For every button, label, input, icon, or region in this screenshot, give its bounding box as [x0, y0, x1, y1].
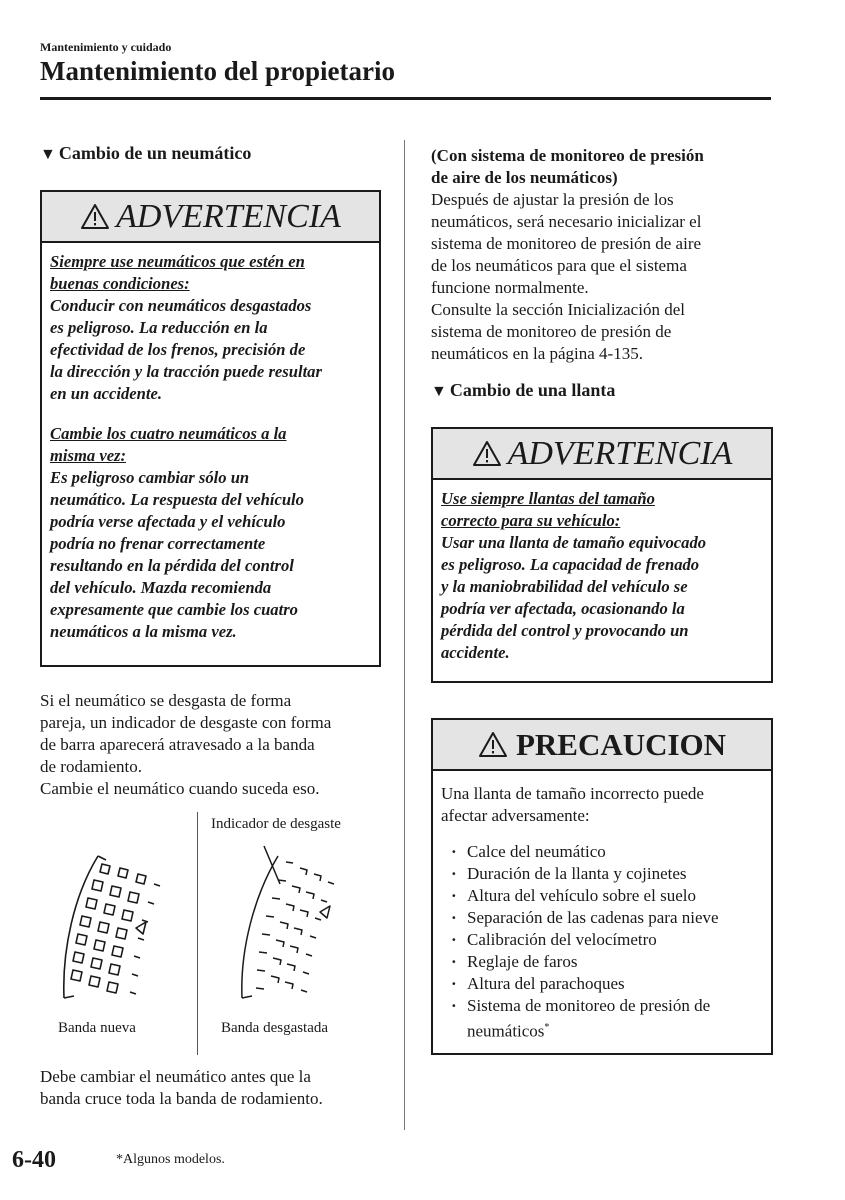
- header-divider: [40, 97, 771, 100]
- text-line: Debe cambiar el neumático antes que la: [40, 1067, 311, 1086]
- warning-triangle-icon: [80, 203, 110, 230]
- warning-text-line: neumático. La respuesta del vehículo: [50, 490, 304, 509]
- list-item: · Calce del neumático: [441, 841, 761, 863]
- warning-title: ADVERTENCIA: [507, 434, 733, 472]
- warning-text-line: Conducir con neumáticos desgastados: [50, 296, 312, 315]
- triangle-bullet-icon: ▼: [40, 146, 56, 163]
- warning-title: ADVERTENCIA: [116, 197, 341, 235]
- tpms-heading-line: (Con sistema de monitoreo de presión: [431, 146, 704, 165]
- list-item: · Calibración del velocímetro: [441, 929, 761, 951]
- caution-box: [431, 718, 773, 1055]
- text-line: neumáticos, será necesario inicializar el: [431, 212, 702, 231]
- warning-text-line: podría ver afectada, ocasionando la: [441, 599, 685, 618]
- text-line: Consulte la sección Inicialización del: [431, 300, 685, 319]
- warning-subhead-line: misma vez:: [50, 446, 127, 465]
- text-line: pareja, un indicador de desgaste con forma: [40, 713, 332, 732]
- text-line: de rodamiento.: [40, 757, 142, 776]
- warning-text-line: efectividad de los frenos, precisión de: [50, 340, 306, 359]
- warning-text-line: expresamente que cambie los cuatro: [50, 600, 298, 619]
- text-line: de los neumáticos para que el sistema: [431, 256, 687, 275]
- new-tread-label: Banda nueva: [58, 1020, 136, 1036]
- list-item-line: neumáticos: [467, 1021, 545, 1041]
- caution-body: [433, 771, 771, 1053]
- text-line: neumáticos en la página 4-135.: [431, 344, 643, 363]
- warning-text-line: neumáticos a la misma vez.: [50, 622, 237, 641]
- page-number: 6-40: [12, 1147, 56, 1173]
- warning-text-line: del vehículo. Mazda recomienda: [50, 578, 272, 597]
- caution-list: [441, 841, 761, 1043]
- running-header-section: Mantenimiento y cuidado: [40, 40, 172, 54]
- warning-subhead-line: Use siempre llantas del tamaño: [441, 489, 655, 508]
- warning-text-line: es peligroso. La capacidad de frenado: [441, 555, 700, 574]
- text-line: Después de ajustar la presión de los: [431, 190, 674, 209]
- text-line: Cambie el neumático cuando suceda eso.: [40, 779, 320, 798]
- wear-indicator-label: Indicador de desgaste: [211, 816, 341, 832]
- list-item: · Duración de la llanta y cojinetes: [441, 863, 761, 885]
- warning-text-line: podría no frenar correctamente: [50, 534, 266, 553]
- section-heading-wheel-change: ▼ Cambio de una llanta: [431, 380, 616, 400]
- figure-divider: [197, 812, 198, 1055]
- tpms-section: [431, 145, 776, 365]
- warning-subhead-line: Siempre use neumáticos que estén en: [50, 252, 305, 271]
- column-divider: [404, 140, 405, 1130]
- caution-intro-line: afectar adversamente:: [441, 806, 590, 825]
- warning-triangle-icon: [478, 731, 508, 758]
- warning-text-line: en un accidente.: [50, 384, 162, 403]
- list-item: · Altura del parachoques: [441, 973, 761, 995]
- text-line: Si el neumático se desgasta de forma: [40, 691, 292, 710]
- triangle-bullet-icon: ▼: [431, 383, 447, 400]
- warning-text-line: Usar una llanta de tamaño equivocado: [441, 533, 707, 552]
- caution-title: PRECAUCION: [515, 726, 727, 762]
- text-line: de barra aparecerá atravesado a la banda: [40, 735, 315, 754]
- warning-box-tires: [40, 190, 381, 667]
- warning-text-line: Es peligroso cambiar sólo un: [50, 468, 250, 487]
- warning-text-line: podría verse afectada y el vehículo: [50, 512, 286, 531]
- caution-banner: [433, 720, 771, 771]
- replace-tire-paragraph: [40, 1066, 395, 1110]
- list-item: [441, 995, 761, 1043]
- worn-tread-illustration: [228, 838, 358, 1010]
- warning-text-line: resultando en la pérdida del control: [50, 556, 294, 575]
- warning-banner: [42, 192, 379, 243]
- list-item: · Separación de las cadenas para nieve: [441, 907, 761, 929]
- page-title: Mantenimiento del propietario: [40, 56, 395, 86]
- list-item: · Altura del vehículo sobre el suelo: [441, 885, 761, 907]
- warning-text-line: pérdida del control y provocando un: [441, 621, 689, 640]
- footnote: *Algunos modelos.: [116, 1152, 225, 1167]
- warning-triangle-icon: [472, 440, 502, 467]
- list-item-line: · Sistema de monitoreo de presión de: [467, 996, 711, 1015]
- warning-subhead-line: correcto para su vehículo:: [441, 511, 621, 530]
- warning-box-wheels: [431, 427, 773, 683]
- warning-text-line: y la maniobrabilidad del vehículo se: [441, 577, 688, 596]
- caution-intro-line: Una llanta de tamaño incorrecto puede: [441, 784, 704, 803]
- footnote-marker: *: [544, 1022, 550, 1033]
- wear-indicator-paragraph: [40, 690, 395, 800]
- warning-body: [433, 480, 771, 672]
- text-line: banda cruce toda la banda de rodamiento.: [40, 1089, 323, 1108]
- tpms-heading-line: de aire de los neumáticos): [431, 168, 618, 187]
- list-item: · Reglaje de faros: [441, 951, 761, 973]
- section-heading-tire-change: ▼ Cambio de un neumático: [40, 143, 252, 163]
- text-line: funcione normalmente.: [431, 278, 589, 297]
- warning-subhead-line: Cambie los cuatro neumáticos a la: [50, 424, 287, 443]
- warning-body: [42, 243, 379, 651]
- warning-subhead-line: buenas condiciones:: [50, 274, 190, 293]
- warning-banner: [433, 429, 771, 480]
- text-line: sistema de monitoreo de presión de: [431, 322, 672, 341]
- worn-tread-label: Banda desgastada: [221, 1020, 329, 1036]
- text-line: sistema de monitoreo de presión de aire: [431, 234, 702, 253]
- warning-text-line: es peligroso. La reducción en la: [50, 318, 268, 337]
- warning-text-line: accidente.: [441, 643, 510, 662]
- new-tread-illustration: [50, 850, 180, 1010]
- warning-text-line: la dirección y la tracción puede resultar: [50, 362, 322, 381]
